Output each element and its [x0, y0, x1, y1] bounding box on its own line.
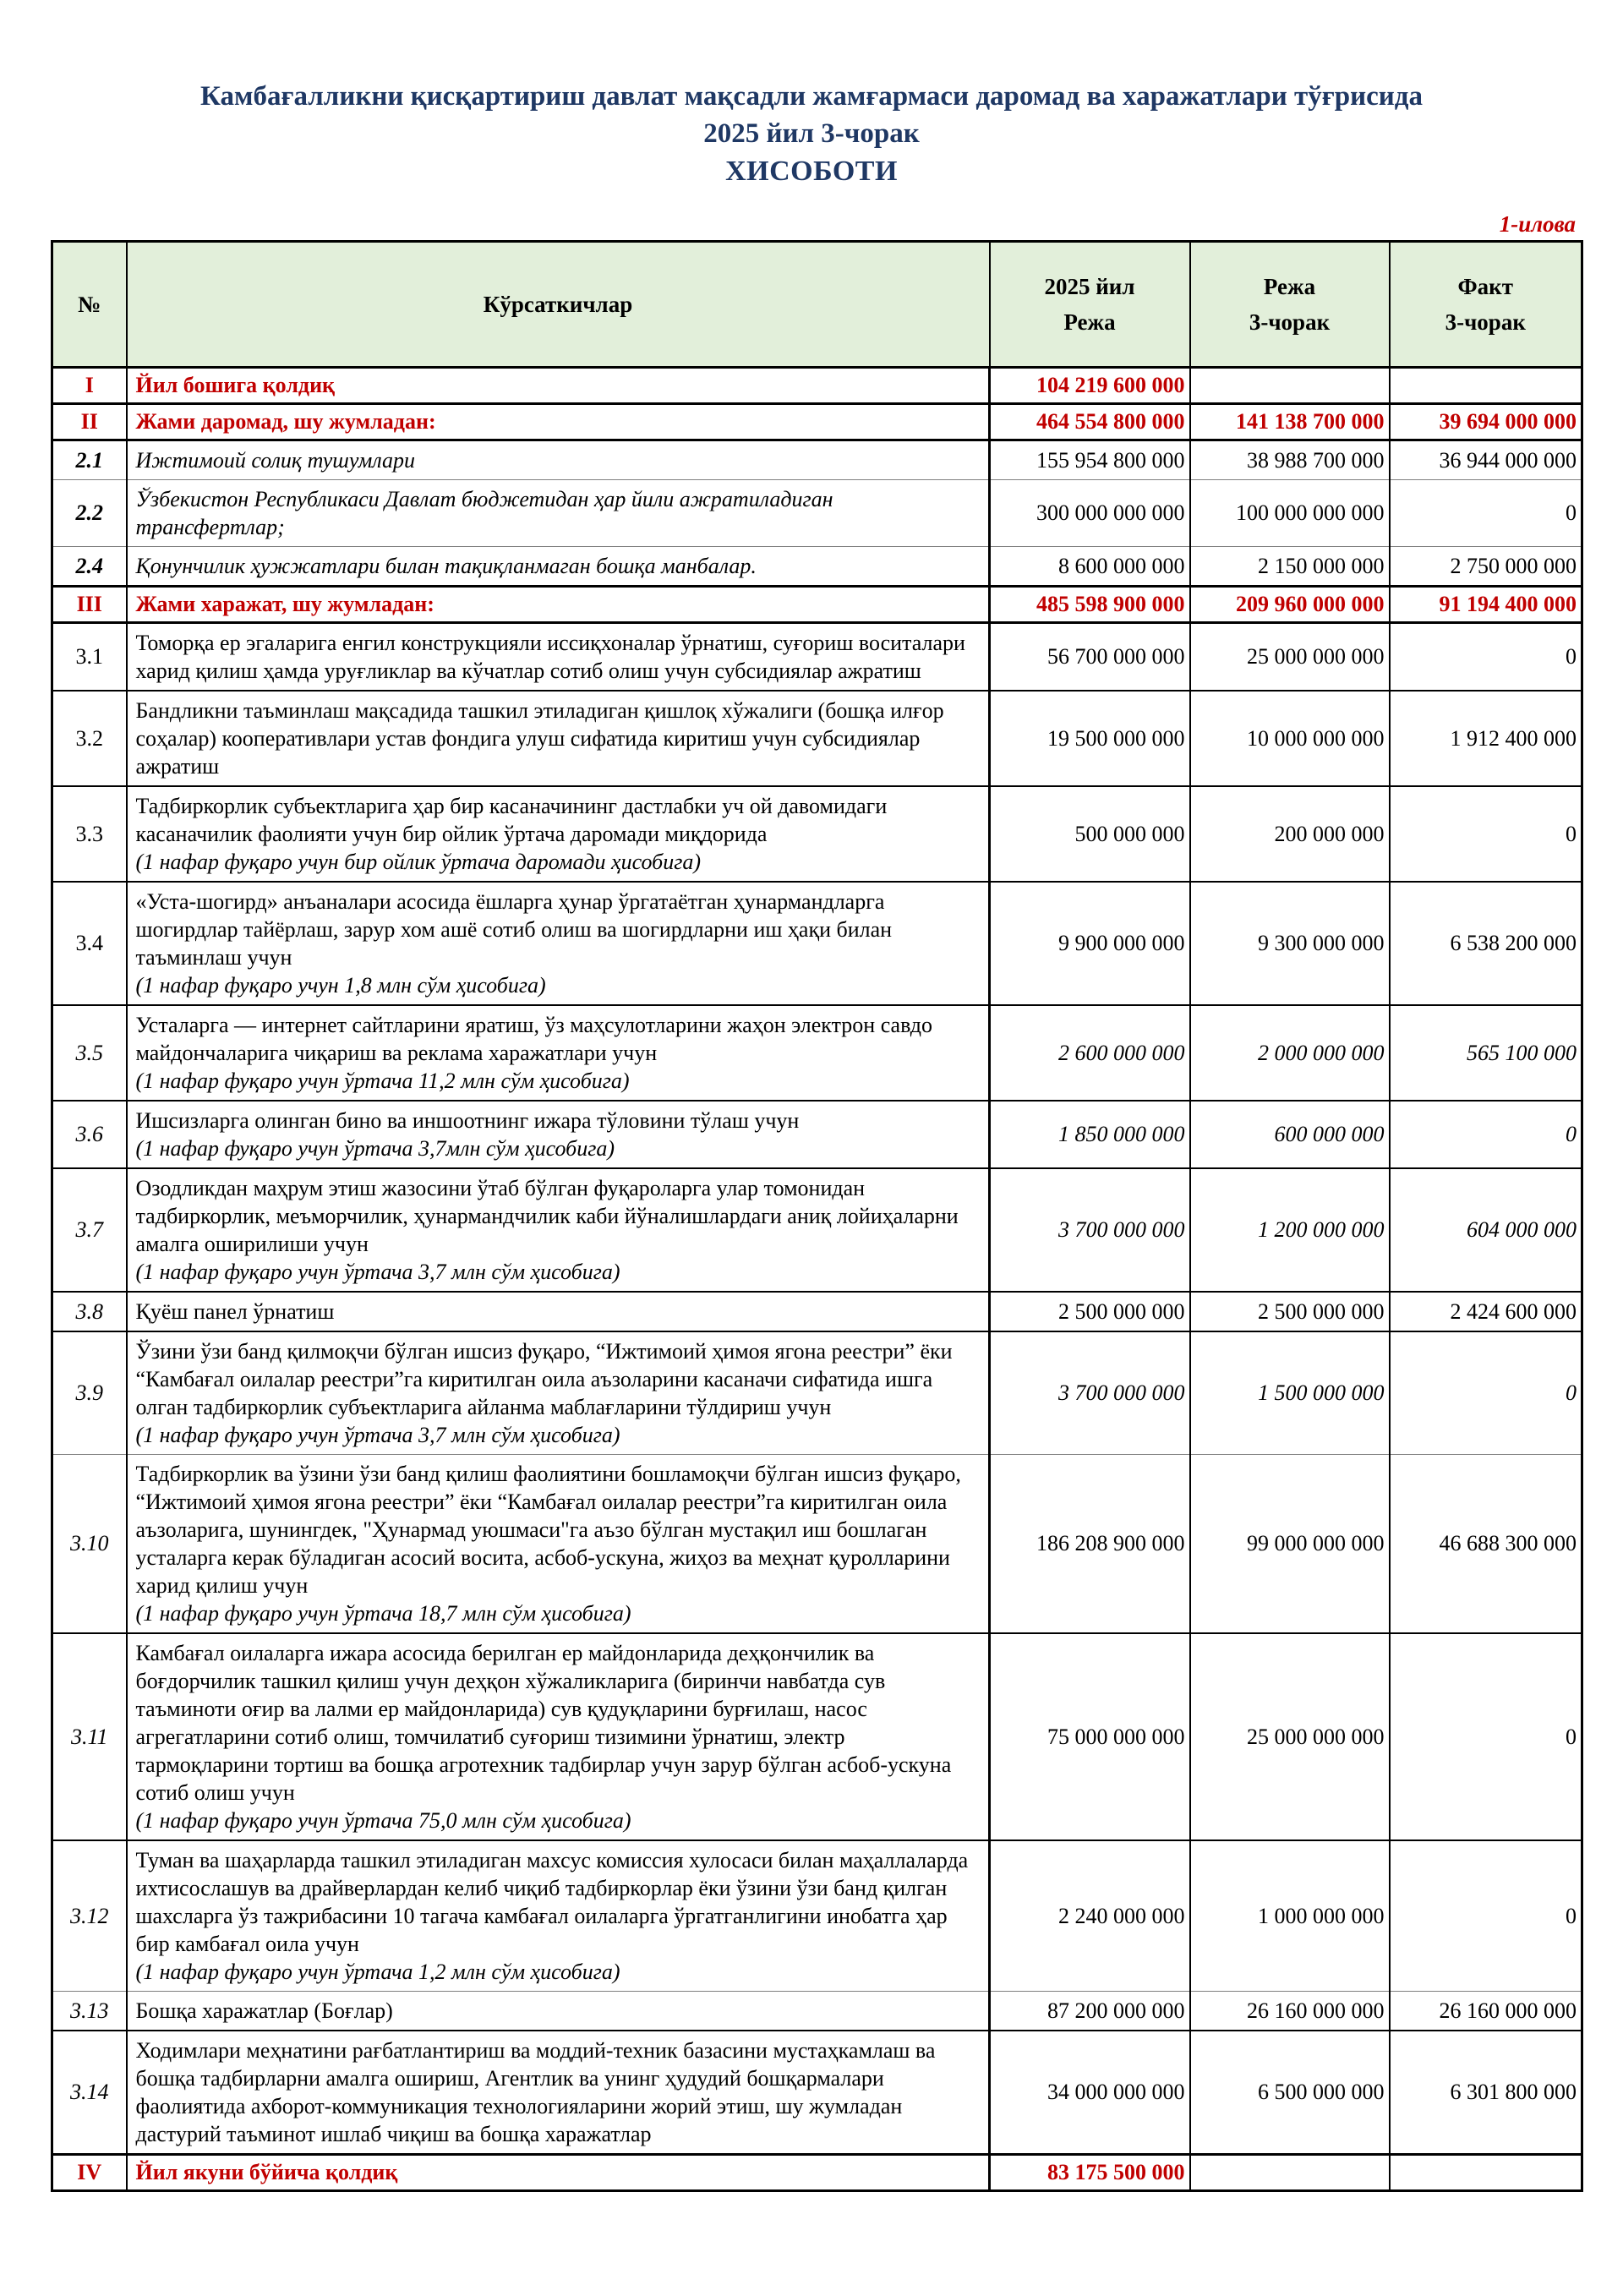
row-number: II — [52, 404, 127, 440]
row-number: 3.8 — [52, 1292, 127, 1331]
page-title-line1: Камбағалликни қисқартириш давлат мақсадли жамғармаси даромад ва харажатлари тўғрисида — [200, 81, 1423, 112]
row-indicator — [127, 1633, 990, 1840]
row-value-plan-year: 1 850 000 000 — [990, 1101, 1190, 1168]
table-row — [52, 547, 1582, 587]
row-indicator — [127, 1331, 990, 1455]
row-indicator — [127, 404, 990, 440]
indicator-text: Ижтимоий солиқ тушумлари — [135, 448, 416, 473]
row-value-fact-quarter: 2 750 000 000 — [1390, 547, 1582, 587]
row-value-fact-quarter: 0 — [1390, 480, 1582, 547]
row-value-plan-year: 34 000 000 000 — [990, 2031, 1190, 2155]
row-indicator — [127, 1292, 990, 1331]
row-value-plan-quarter: 99 000 000 000 — [1190, 1455, 1390, 1634]
page-title-line3: ХИСОБОТИ — [725, 156, 898, 187]
row-value-fact-quarter: 0 — [1390, 623, 1582, 692]
table-row — [52, 440, 1582, 480]
indicator-note: (1 нафар фуқаро учун ўртача 3,7млн сўм ҳисобига) — [135, 1136, 615, 1161]
table-row — [52, 404, 1582, 440]
row-number: 3.9 — [52, 1331, 127, 1455]
indicator-text: Бандликни таъминлаш мақсадида ташкил этиладиган қишлоқ хўжалиги (бошқа илғор соҳалар) кооперативлари устав фондига улуш сифатида киритиш учун субсидиялар ажратиш — [135, 698, 944, 779]
indicator-text: Ўзини ўзи банд қилмоқчи бўлган ишсиз фуқаро, “Ижтимоий ҳимоя ягона реестри” ёки “Камбағал оилалар реестри”га киритилган оила аъзоларини касаначи сифатида ишга олган тадбиркорлик субъектларига айланма маблағларини тўлдириш учун — [135, 1339, 953, 1419]
row-indicator — [127, 2155, 990, 2191]
page-title — [0, 0, 1623, 191]
row-value-plan-year: 104 219 600 000 — [990, 368, 1190, 404]
row-value-plan-year: 56 700 000 000 — [990, 623, 1190, 692]
row-number: 3.12 — [52, 1840, 127, 1992]
row-indicator — [127, 691, 990, 786]
row-value-fact-quarter: 565 100 000 — [1390, 1005, 1582, 1101]
indicator-note: (1 нафар фуқаро учун ўртача 3,7 млн сўм ҳисобига) — [135, 1423, 620, 1447]
row-number: IV — [52, 2155, 127, 2191]
row-value-plan-year: 83 175 500 000 — [990, 2155, 1190, 2191]
row-indicator — [127, 786, 990, 882]
row-number: 3.1 — [52, 623, 127, 692]
row-value-fact-quarter: 0 — [1390, 1331, 1582, 1455]
row-value-fact-quarter: 604 000 000 — [1390, 1168, 1582, 1292]
row-value-fact-quarter: 6 538 200 000 — [1390, 882, 1582, 1005]
row-value-plan-quarter: 200 000 000 — [1190, 786, 1390, 882]
row-indicator — [127, 1168, 990, 1292]
indicator-text: Ходимлари меҳнатини рағбатлантириш ва моддий-техник базасини мустаҳкамлаш ва бошқа тадбирларни амалга ошириш, Агентлик ва унинг ҳудудий бошқармалари фаолиятида ахборот-коммуникация технологияларини жорий этиш, шу жумладан дастурий таъминот ишлаб чиқиш ва бошқа харажатлар — [135, 2038, 936, 2146]
indicator-note: (1 нафар фуқаро учун ўртача 1,2 млн сўм ҳисобига) — [135, 1960, 620, 1984]
header-fact-quarter-line2: 3-чорак — [1445, 309, 1526, 335]
row-value-plan-quarter: 25 000 000 000 — [1190, 623, 1390, 692]
indicator-text: Ишсизларга олинган бино ва иншоотнинг ижара тўловини тўлаш учун — [135, 1108, 800, 1133]
row-number: 3.3 — [52, 786, 127, 882]
row-value-fact-quarter: 1 912 400 000 — [1390, 691, 1582, 786]
table-row — [52, 1168, 1582, 1292]
table-row — [52, 587, 1582, 623]
header-cell-plan-year — [990, 242, 1190, 368]
indicator-note: (1 нафар фуқаро учун ўртача 75,0 млн сўм ҳисобига) — [135, 1808, 631, 1833]
header-cell-number: № — [52, 242, 127, 368]
row-value-plan-year: 9 900 000 000 — [990, 882, 1190, 1005]
row-value-fact-quarter: 0 — [1390, 1633, 1582, 1840]
indicator-note: (1 нафар фуқаро учун бир ойлик ўртача даромади ҳисобига) — [135, 850, 701, 874]
indicator-text: Озодликдан маҳрум этиш жазосини ўтаб бўлган фуқароларга улар томонидан тадбиркорлик, меъморчилик, ҳунармандчилик каби йўналишлардаги аниқ лойиҳаларни амалга оширилиши учун — [135, 1176, 959, 1256]
row-value-plan-year: 300 000 000 000 — [990, 480, 1190, 547]
table-row — [52, 1455, 1582, 1634]
row-indicator — [127, 1005, 990, 1101]
table-row — [52, 1292, 1582, 1331]
table-row — [52, 1005, 1582, 1101]
row-value-plan-year: 3 700 000 000 — [990, 1331, 1190, 1455]
table-row — [52, 1101, 1582, 1168]
table-row — [52, 480, 1582, 547]
row-number: I — [52, 368, 127, 404]
header-plan-year-line1: 2025 йил — [1044, 274, 1135, 299]
row-number: 3.2 — [52, 691, 127, 786]
row-indicator — [127, 368, 990, 404]
row-value-plan-quarter: 9 300 000 000 — [1190, 882, 1390, 1005]
row-value-fact-quarter: 2 424 600 000 — [1390, 1292, 1582, 1331]
page-title-line2: 2025 йил 3-чорак — [703, 118, 920, 149]
row-indicator — [127, 440, 990, 480]
row-indicator — [127, 623, 990, 692]
row-value-plan-quarter: 100 000 000 000 — [1190, 480, 1390, 547]
row-indicator — [127, 480, 990, 547]
indicator-text: Усталарга — интернет сайтларини яратиш, ўз маҳсулотларини жаҳон электрон савдо майдончаларига чиқариш ва реклама харажатлари учун — [135, 1013, 932, 1065]
row-value-plan-year: 87 200 000 000 — [990, 1992, 1190, 2031]
table-row — [52, 1331, 1582, 1455]
table-row — [52, 368, 1582, 404]
row-value-plan-year: 2 240 000 000 — [990, 1840, 1190, 1992]
row-value-plan-quarter: 1 500 000 000 — [1190, 1331, 1390, 1455]
table-row — [52, 2155, 1582, 2191]
row-value-plan-year: 186 208 900 000 — [990, 1455, 1190, 1634]
row-value-plan-year: 155 954 800 000 — [990, 440, 1190, 480]
header-plan-quarter-line1: Режа — [1263, 274, 1316, 299]
indicator-note: (1 нафар фуқаро учун ўртача 18,7 млн сўм ҳисобига) — [135, 1601, 631, 1626]
row-value-plan-year: 75 000 000 000 — [990, 1633, 1190, 1840]
row-value-plan-year: 2 600 000 000 — [990, 1005, 1190, 1101]
indicator-text: Тадбиркорлик субъектларига ҳар бир касаначининг дастлабки уч ой давомидаги касаначилик фаолияти учун бир ойлик ўртача даромади миқдорида — [135, 794, 888, 846]
row-number: 3.10 — [52, 1455, 127, 1634]
row-indicator — [127, 1455, 990, 1634]
table-row — [52, 1840, 1582, 1992]
row-number: 2.2 — [52, 480, 127, 547]
row-value-plan-quarter: 1 000 000 000 — [1190, 1840, 1390, 1992]
row-value-plan-quarter: 25 000 000 000 — [1190, 1633, 1390, 1840]
row-indicator — [127, 1992, 990, 2031]
row-value-plan-quarter: 2 000 000 000 — [1190, 1005, 1390, 1101]
indicator-text: Йил якуни бўйича қолдиқ — [135, 2160, 398, 2184]
indicator-text: Қуёш панел ўрнатиш — [135, 1299, 335, 1324]
row-number: 3.6 — [52, 1101, 127, 1168]
table-body — [52, 368, 1582, 2191]
row-value-plan-quarter: 10 000 000 000 — [1190, 691, 1390, 786]
row-number: 3.14 — [52, 2031, 127, 2155]
header-plan-quarter-line2: 3-чорак — [1249, 309, 1331, 335]
row-value-plan-quarter — [1190, 2155, 1390, 2191]
header-cell-fact-quarter — [1390, 242, 1582, 368]
row-indicator — [127, 547, 990, 587]
row-value-plan-year: 485 598 900 000 — [990, 587, 1190, 623]
annex-label: 1-илова — [1499, 211, 1576, 237]
row-value-fact-quarter: 36 944 000 000 — [1390, 440, 1582, 480]
indicator-text: Камбағал оилаларга ижара асосида берилган ер майдонларида деҳқончилик ва боғдорчилик ташкил қилиш учун деҳқон хўжаликларига (биринчи навбатда сув таъминоти оғир ва лалми ер майдонларида) сув қудуқларини бурғилаш, насос агрегатларини сотиб олиш, томчилатиб суғориш тизимини ўрнатиш, электр тармоқларини тортиш ва бошқа агротехник тадбирлар учун зарур бўлган асбоб-ускуна сотиб олиш учун — [135, 1641, 952, 1805]
table-row — [52, 623, 1582, 692]
header-plan-year-line2: Режа — [1063, 309, 1116, 335]
row-value-plan-year: 8 600 000 000 — [990, 547, 1190, 587]
row-number: 2.4 — [52, 547, 127, 587]
indicator-text: Қонунчилик ҳужжатлари билан тақиқланмаган бошқа манбалар. — [135, 554, 757, 578]
row-value-fact-quarter: 0 — [1390, 1840, 1582, 1992]
row-value-fact-quarter — [1390, 2155, 1582, 2191]
row-number: 3.13 — [52, 1992, 127, 2031]
indicator-text: Жами харажат, шу жумладан: — [135, 592, 434, 616]
indicator-text: Бошқа харажатлар (Боғлар) — [135, 1998, 393, 2023]
header-row — [52, 242, 1582, 368]
row-number: 3.4 — [52, 882, 127, 1005]
row-value-plan-year: 19 500 000 000 — [990, 691, 1190, 786]
row-number: III — [52, 587, 127, 623]
indicator-text: «Уста-шогирд» анъаналари асосида ёшларга ҳунар ўргатаётган ҳунармандларга шогирдлар тайёрлаш, зарур хом ашё сотиб олиш ва шогирдларни иш ҳақи билан таъминлаш учун — [135, 889, 893, 970]
indicator-note: (1 нафар фуқаро учун ўртача 3,7 млн сўм ҳисобига) — [135, 1260, 620, 1284]
table-row — [52, 882, 1582, 1005]
row-indicator — [127, 1840, 990, 1992]
table-header — [52, 242, 1582, 368]
row-value-fact-quarter: 6 301 800 000 — [1390, 2031, 1582, 2155]
report-table-wrap — [51, 211, 1581, 2192]
row-value-plan-quarter: 209 960 000 000 — [1190, 587, 1390, 623]
indicator-text: Томорқа ер эгаларига енгил конструкцияли иссиқхоналар ўрнатиш, суғориш воситалари харид қилиш ҳамда уруғликлар ва кўчатлар сотиб олиш учун субсидиялар ажратиш — [135, 631, 965, 683]
row-number: 2.1 — [52, 440, 127, 480]
row-value-plan-quarter: 600 000 000 — [1190, 1101, 1390, 1168]
row-value-fact-quarter: 0 — [1390, 1101, 1582, 1168]
header-cell-indicator: Кўрсаткичлар — [127, 242, 990, 368]
table-row — [52, 2031, 1582, 2155]
row-value-plan-quarter — [1190, 368, 1390, 404]
table-row — [52, 1992, 1582, 2031]
row-value-fact-quarter: 0 — [1390, 786, 1582, 882]
indicator-text: Ўзбекистон Республикаси Давлат бюджетидан ҳар йили ажратиладиган трансфертлар; — [135, 487, 833, 539]
row-value-plan-year: 464 554 800 000 — [990, 404, 1190, 440]
row-number: 3.7 — [52, 1168, 127, 1292]
table-row — [52, 691, 1582, 786]
row-value-plan-quarter: 2 500 000 000 — [1190, 1292, 1390, 1331]
row-value-fact-quarter: 26 160 000 000 — [1390, 1992, 1582, 2031]
row-value-fact-quarter: 46 688 300 000 — [1390, 1455, 1582, 1634]
report-table — [51, 240, 1583, 2192]
row-value-plan-year: 2 500 000 000 — [990, 1292, 1190, 1331]
row-value-plan-quarter: 26 160 000 000 — [1190, 1992, 1390, 2031]
row-number: 3.5 — [52, 1005, 127, 1101]
indicator-text: Жами даромад, шу жумладан: — [135, 409, 436, 434]
table-row — [52, 786, 1582, 882]
indicator-text: Туман ва шаҳарларда ташкил этиладиган махсус комиссия хулосаси билан маҳаллаларда ихтисослашув ва драйверлардан келиб чиқиб тадбиркорлар ёки ўзини ўзи банд қилган шахсларга ўз тажрибасини 10 тагача камбағал оилаларга ўргатганлигини инобатга ҳар бир камбағал оила учун — [135, 1848, 969, 1956]
header-fact-quarter-line1: Факт — [1457, 274, 1513, 299]
row-indicator — [127, 882, 990, 1005]
indicator-text: Тадбиркорлик ва ўзини ўзи банд қилиш фаолиятини бошламоқчи бўлган ишсиз фуқаро, “Ижтимоий ҳимоя ягона реестри” ёки “Камбағал оилалар реестри”га киритилган оила аъзоларига, шунингдек, "Ҳунармад уюшмаси"га аъзо бўлган мустақил иш бошлаган усталарга керак бўладиган асосий восита, асбоб-ускуна, жиҳоз ва меҳнат қуролларини харид қилиш учун — [135, 1462, 961, 1598]
row-indicator — [127, 1101, 990, 1168]
indicator-note: (1 нафар фуқаро учун 1,8 млн сўм ҳисобига) — [135, 973, 546, 998]
row-value-plan-quarter: 2 150 000 000 — [1190, 547, 1390, 587]
indicator-text: Йил бошига қолдиқ — [135, 373, 336, 397]
row-value-fact-quarter: 91 194 400 000 — [1390, 587, 1582, 623]
row-indicator — [127, 2031, 990, 2155]
row-value-plan-quarter: 141 138 700 000 — [1190, 404, 1390, 440]
row-indicator — [127, 587, 990, 623]
indicator-note: (1 нафар фуқаро учун ўртача 11,2 млн сўм ҳисобига) — [135, 1069, 630, 1093]
row-value-plan-quarter: 1 200 000 000 — [1190, 1168, 1390, 1292]
table-row — [52, 1633, 1582, 1840]
row-value-plan-year: 3 700 000 000 — [990, 1168, 1190, 1292]
row-value-plan-year: 500 000 000 — [990, 786, 1190, 882]
header-cell-plan-quarter — [1190, 242, 1390, 368]
row-number: 3.11 — [52, 1633, 127, 1840]
row-value-fact-quarter — [1390, 368, 1582, 404]
row-value-plan-quarter: 6 500 000 000 — [1190, 2031, 1390, 2155]
row-value-plan-quarter: 38 988 700 000 — [1190, 440, 1390, 480]
row-value-fact-quarter: 39 694 000 000 — [1390, 404, 1582, 440]
